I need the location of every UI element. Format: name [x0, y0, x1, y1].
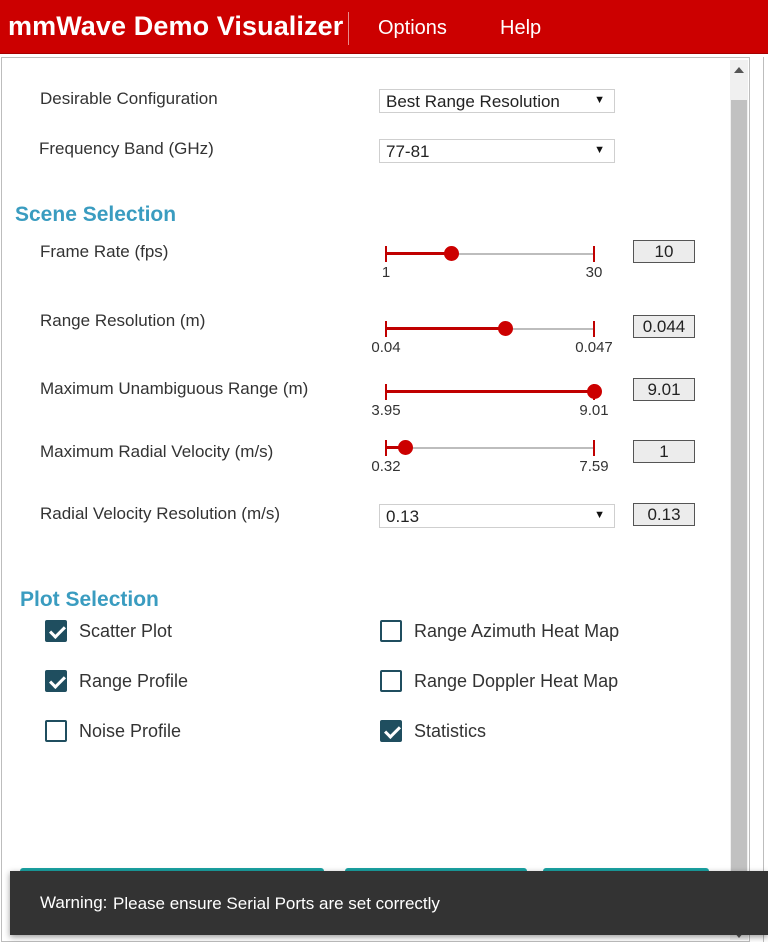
frame-rate-slider[interactable] — [380, 242, 610, 282]
slider-max-tick — [593, 440, 595, 456]
range-resolution-slider[interactable] — [371, 317, 613, 357]
warning-toast — [10, 871, 768, 935]
menu-help[interactable]: Help — [500, 17, 542, 39]
desirable-config-select[interactable] — [379, 89, 615, 113]
max-range-value: 9.01 — [633, 378, 695, 401]
slider-thumb[interactable] — [444, 246, 459, 261]
slider-max-tick — [593, 246, 595, 262]
desirable-config-value: Best Range Resolution — [386, 92, 560, 111]
range-profile-label: Range Profile — [79, 671, 189, 691]
dropdown-caret-icon: ▼ — [594, 509, 605, 521]
slider-fill — [386, 252, 451, 255]
plot-selection-title: Plot Selection — [20, 588, 159, 611]
max-range-slider[interactable] — [371, 380, 610, 420]
slider-max-tick — [593, 321, 595, 337]
slider-fill — [386, 327, 505, 330]
panel-edge — [763, 57, 764, 942]
desirable-config-label: Desirable Configuration — [40, 89, 218, 108]
noise-profile-label: Noise Profile — [79, 721, 182, 741]
max-velocity-label: Maximum Radial Velocity (m/s) — [40, 442, 274, 461]
velocity-resolution-value: 0.13 — [633, 503, 695, 526]
dropdown-caret-icon: ▼ — [594, 144, 605, 156]
slider-thumb[interactable] — [398, 440, 413, 455]
config-panel — [1, 57, 750, 942]
scatter-plot-checkbox[interactable] — [45, 620, 67, 642]
range-profile-checkbox[interactable] — [45, 670, 67, 692]
noise-profile-checkbox[interactable] — [45, 720, 67, 742]
slider-thumb[interactable] — [498, 321, 513, 336]
scatter-plot-label: Scatter Plot — [79, 621, 173, 641]
app-title: mmWave Demo Visualizer — [8, 11, 344, 41]
slider-min-tick — [385, 246, 387, 262]
slider-thumb[interactable] — [587, 384, 602, 399]
slider-min-label: 0.32 — [371, 458, 401, 475]
toast-prefix: Warning: — [40, 893, 108, 912]
slider-min-label: 0.04 — [371, 339, 401, 356]
scene-selection-title: Scene Selection — [15, 203, 177, 226]
max-range-label: Maximum Unambiguous Range (m) — [40, 379, 309, 398]
slider-min-tick — [385, 384, 387, 400]
velocity-resolution-select[interactable] — [379, 504, 615, 528]
frequency-band-value: 77-81 — [386, 142, 430, 161]
frame-rate-label: Frame Rate (fps) — [40, 242, 169, 261]
velocity-resolution-label: Radial Velocity Resolution (m/s) — [40, 504, 280, 523]
range-azimuth-checkbox[interactable] — [380, 620, 402, 642]
slider-max-label: 30 — [585, 264, 603, 281]
toast-message: Please ensure Serial Ports are set correctly — [113, 894, 440, 913]
slider-track — [386, 447, 594, 449]
slider-fill — [386, 390, 594, 393]
slider-min-label: 1 — [381, 264, 391, 281]
statistics-label: Statistics — [414, 721, 487, 741]
frequency-band-select[interactable] — [379, 139, 615, 163]
max-velocity-value: 1 — [633, 440, 695, 463]
slider-max-label: 7.59 — [579, 458, 609, 475]
slider-min-tick — [385, 321, 387, 337]
header-divider — [348, 12, 349, 45]
slider-min-tick — [385, 440, 387, 456]
frequency-band-label: Frequency Band (GHz) — [39, 139, 214, 158]
app-header — [0, 0, 768, 54]
menu-options[interactable]: Options — [378, 17, 447, 39]
slider-max-label: 9.01 — [579, 402, 609, 419]
scroll-thumb[interactable] — [731, 100, 747, 900]
statistics-checkbox[interactable] — [380, 720, 402, 742]
slider-min-label: 3.95 — [371, 402, 401, 419]
max-velocity-slider[interactable] — [371, 436, 610, 476]
slider-max-label: 0.047 — [575, 339, 613, 356]
range-doppler-label: Range Doppler Heat Map — [414, 671, 619, 691]
range-doppler-checkbox[interactable] — [380, 670, 402, 692]
range-resolution-label: Range Resolution (m) — [40, 311, 206, 330]
scrollbar[interactable] — [730, 60, 748, 940]
range-azimuth-label: Range Azimuth Heat Map — [414, 621, 620, 641]
dropdown-caret-icon: ▼ — [594, 94, 605, 106]
frame-rate-value: 10 — [633, 240, 695, 263]
range-resolution-value: 0.044 — [633, 315, 695, 338]
velocity-resolution-select-value: 0.13 — [386, 507, 420, 526]
scroll-up-arrow-icon[interactable] — [734, 67, 744, 73]
